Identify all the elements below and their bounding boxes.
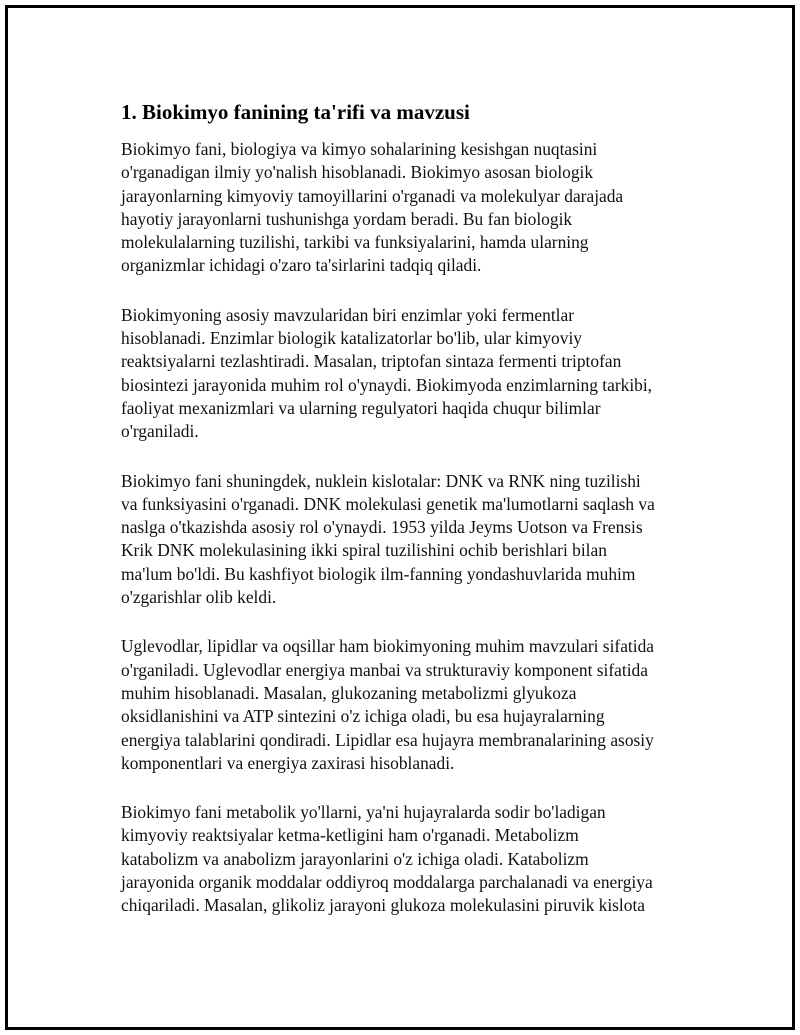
text-line: kimyoviy reaktsiyalar ketma-ketligini ham o'rganadi. Metabolizm	[121, 825, 579, 846]
text-line: hayotiy jarayonlarni tushunishga yordam beradi. Bu fan biologik	[121, 208, 573, 229]
text-line: Biokimyoning asosiy mavzularidan biri enzimlar yoki fermentlar	[121, 304, 575, 325]
text-line: oksidlanishini va ATP sintezini o'z ichiga oladi, bu esa hujayralarning	[121, 706, 605, 727]
text-line: organizmlar ichidagi o'zaro ta'sirlarini tadqiq qiladi.	[121, 255, 482, 276]
text-line: molekulalarning tuzilishi, tarkibi va funksiyalarini, hamda ularning	[121, 232, 589, 253]
text-line: reaktsiyalarni tezlashtiradi. Masalan, triptofan sintaza fermenti triptofan	[121, 351, 622, 372]
document-body	[121, 98, 701, 944]
text-line: jarayonlarning kimyoviy tamoyillarini o'rganadi va molekulyar darajada	[121, 185, 624, 206]
paragraph-metabolism	[121, 801, 701, 917]
text-line: o'rganiladi.	[121, 421, 199, 442]
text-line: va funksiyasini o'rganadi. DNK molekulasi genetik ma'lumotlarni saqlash va	[121, 493, 655, 514]
paragraph-macromolecules	[121, 635, 701, 775]
paragraph-nucleic-acids	[121, 470, 701, 610]
text-line: Biokimyo fani, biologiya va kimyo sohalarining kesishgan nuqtasini	[121, 139, 598, 159]
text-line: Biokimyo fani shuningdek, nuklein kislotalar: DNK va RNK ning tuzilishi	[121, 470, 641, 491]
text-line: Biokimyo fani metabolik yo'llarni, ya'ni hujayralarda sodir bo'ladigan	[121, 802, 606, 823]
text-line: naslga o'tkazishda asosiy rol o'ynaydi. 1953 yilda Jeyms Uotson va Frensis	[121, 517, 643, 538]
text-line: faoliyat mexanizmlari va ularning regulyatori haqida chuqur bilimlar	[121, 397, 601, 418]
paragraph-enzymes	[121, 304, 701, 444]
text-line: ma'lum bo'ldi. Bu kashfiyot biologik ilm-fanning yondashuvlarida muhim	[121, 563, 636, 584]
text-line: biosintezi jarayonida muhim rol o'ynaydi. Biokimyoda enzimlarning tarkibi,	[121, 374, 653, 395]
section-heading: 1. Biokimyo fanining ta'rifi va mavzusi	[121, 100, 470, 124]
text-line: muhim hisoblanadi. Masalan, glukozaning metabolizmi glyukoza	[121, 682, 577, 703]
text-line: katabolizm va anabolizm jarayonlarini o'z ichiga oladi. Katabolizm	[121, 848, 589, 869]
text-line: jarayonida organik moddalar oddiyroq moddalarga parchalanadi va energiya	[121, 872, 653, 893]
text-line: energiya talablarini qondiradi. Lipidlar esa hujayra membranalarining asosiy	[121, 729, 654, 750]
text-line: o'rganiladi. Uglevodlar energiya manbai va strukturaviy komponent sifatida	[121, 659, 648, 680]
text-line: o'zgarishlar olib keldi.	[121, 587, 277, 608]
text-line: o'rganadigan ilmiy yo'nalish hisoblanadi. Biokimyo asosan biologik	[121, 162, 594, 183]
text-line: Uglevodlar, lipidlar va oqsillar ham biokimyoning muhim mavzulari sifatida	[121, 636, 654, 657]
page-frame	[5, 5, 795, 1030]
text-line: komponentlari va energiya zaxirasi hisoblanadi.	[121, 752, 455, 773]
text-line: chiqariladi. Masalan, glikoliz jarayoni glukoza molekulasini piruvik kislota	[121, 895, 646, 916]
paragraph-intro	[121, 138, 701, 278]
text-line: hisoblanadi. Enzimlar biologik katalizatorlar bo'lib, ular kimyoviy	[121, 328, 582, 349]
text-line: Krik DNK molekulasining ikki spiral tuzilishini ochib berishlari bilan	[121, 540, 607, 561]
